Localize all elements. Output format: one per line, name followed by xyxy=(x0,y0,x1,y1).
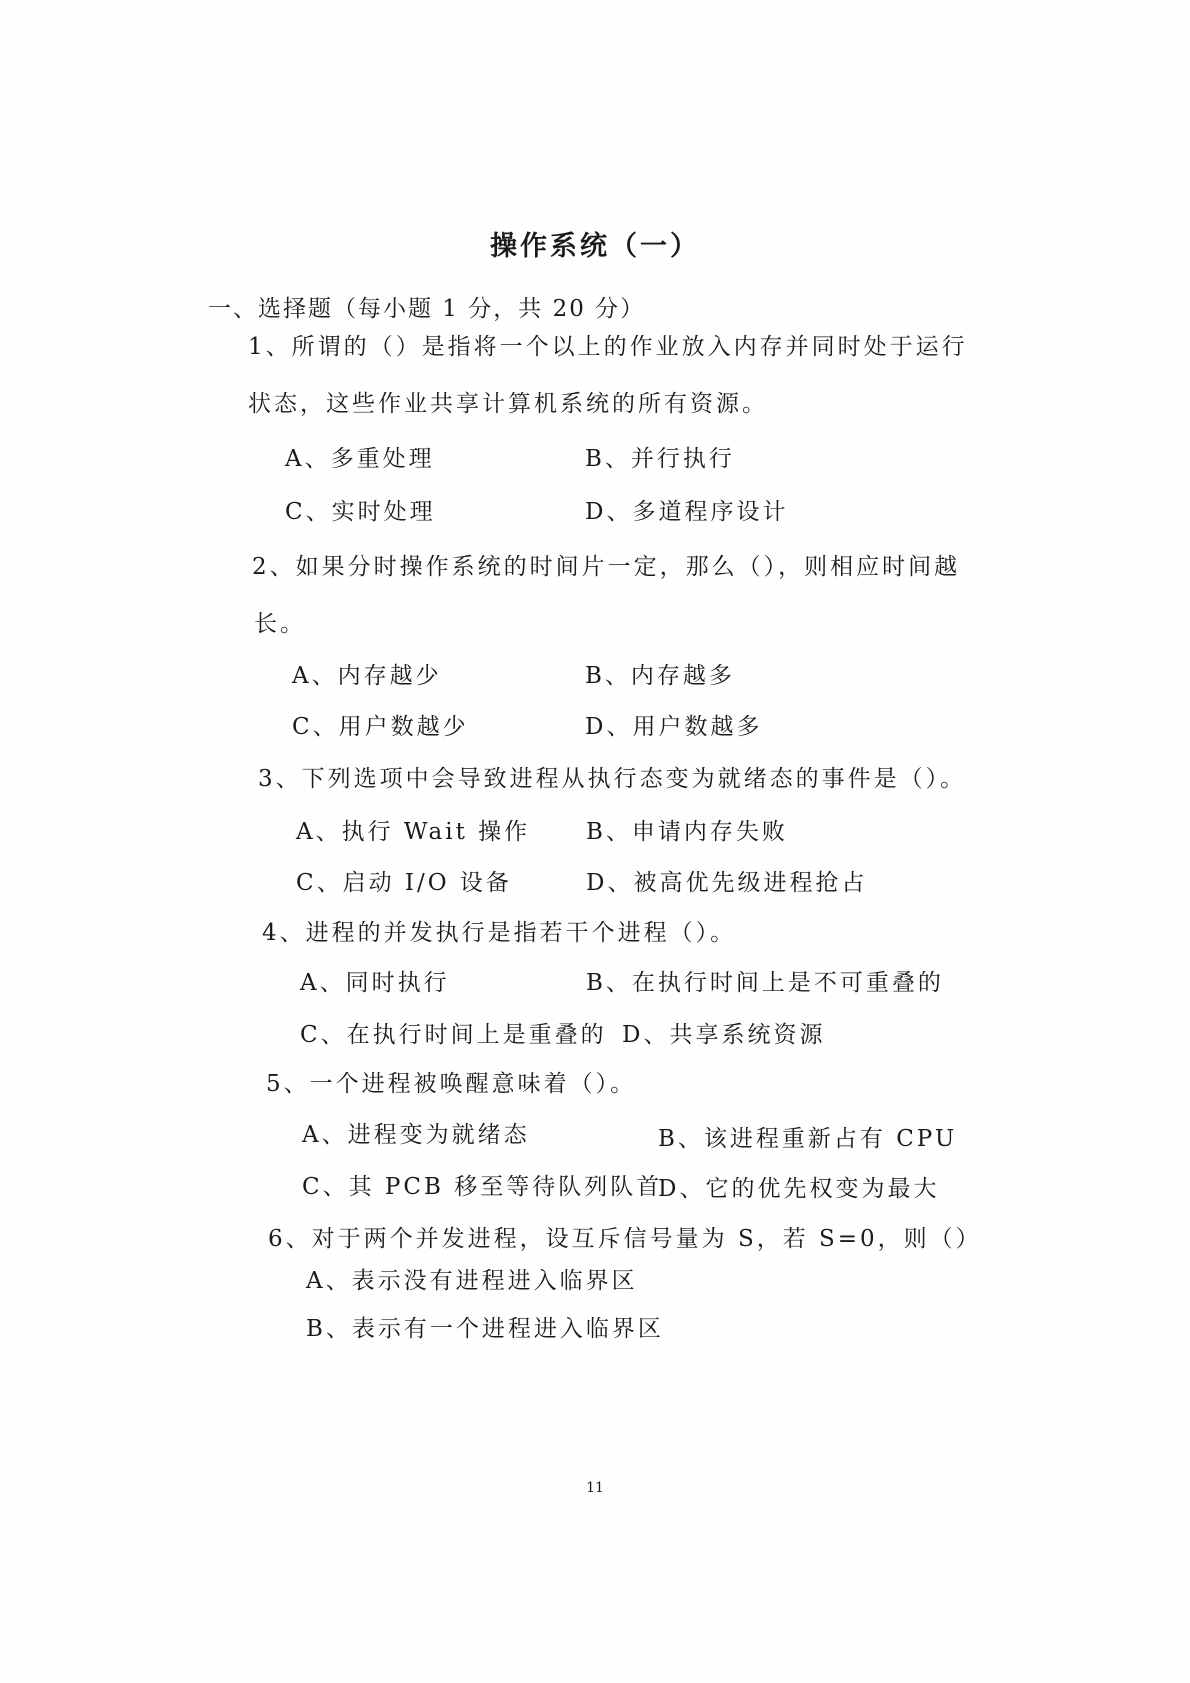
question-1-option-c: C、实时处理 xyxy=(285,499,436,525)
question-2-text-line-1: 2、如果分时操作系统的时间片一定，那么（），则相应时间越 xyxy=(252,554,961,580)
question-1-option-b: B、并行执行 xyxy=(585,446,735,472)
question-5-option-d: D、它的优先权变为最大 xyxy=(658,1176,940,1202)
question-6-option-a: A、表示没有进程进入临界区 xyxy=(306,1268,638,1294)
question-1-text-line-2: 状态，这些作业共享计算机系统的所有资源。 xyxy=(248,391,768,417)
question-5-option-b: B、该进程重新占有 CPU xyxy=(658,1126,958,1152)
question-4-text-line-1: 4、进程的并发执行是指若干个进程（）。 xyxy=(262,920,737,946)
question-2-option-a: A、内存越少 xyxy=(292,663,442,689)
question-1-text-line-1: 1、所谓的（）是指将一个以上的作业放入内存并同时处于运行 xyxy=(248,334,968,360)
question-4-option-c: C、在执行时间上是重叠的 xyxy=(300,1022,607,1048)
page-title: 操作系统（一） xyxy=(490,231,700,262)
question-3-text-line-1: 3、下列选项中会导致进程从执行态变为就绪态的事件是（）。 xyxy=(258,766,967,792)
question-2-text-line-2: 长。 xyxy=(254,611,306,637)
question-2-option-d: D、用户数越多 xyxy=(585,714,763,740)
question-3-option-b: B、申请内存失败 xyxy=(586,819,788,845)
question-6-text-line-1: 6、对于两个并发进程，设互斥信号量为 S，若 S=0，则（） xyxy=(268,1226,982,1252)
question-5-text-line-1: 5、一个进程被唤醒意味着（）。 xyxy=(266,1071,637,1097)
question-3-option-c: C、启动 I/O 设备 xyxy=(296,870,512,896)
question-1-option-a: A、多重处理 xyxy=(285,446,435,472)
question-1-option-d: D、多道程序设计 xyxy=(585,499,789,525)
question-2-option-c: C、用户数越少 xyxy=(292,714,469,740)
page-number: 11 xyxy=(586,1480,604,1496)
question-4-option-a: A、同时执行 xyxy=(300,970,450,996)
question-6-option-b: B、表示有一个进程进入临界区 xyxy=(306,1316,664,1342)
question-5-option-c: C、其 PCB 移至等待队列队首 xyxy=(302,1174,663,1200)
section-heading: 一、选择题（每小题 1 分，共 20 分） xyxy=(208,296,646,322)
question-4-option-d: D、共享系统资源 xyxy=(622,1022,826,1048)
question-2-option-b: B、内存越多 xyxy=(585,663,735,689)
question-3-option-d: D、被高优先级进程抢占 xyxy=(586,870,868,896)
question-3-option-a: A、执行 Wait 操作 xyxy=(296,819,531,845)
question-5-option-a: A、进程变为就绪态 xyxy=(302,1122,530,1148)
question-4-option-b: B、在执行时间上是不可重叠的 xyxy=(586,970,944,996)
